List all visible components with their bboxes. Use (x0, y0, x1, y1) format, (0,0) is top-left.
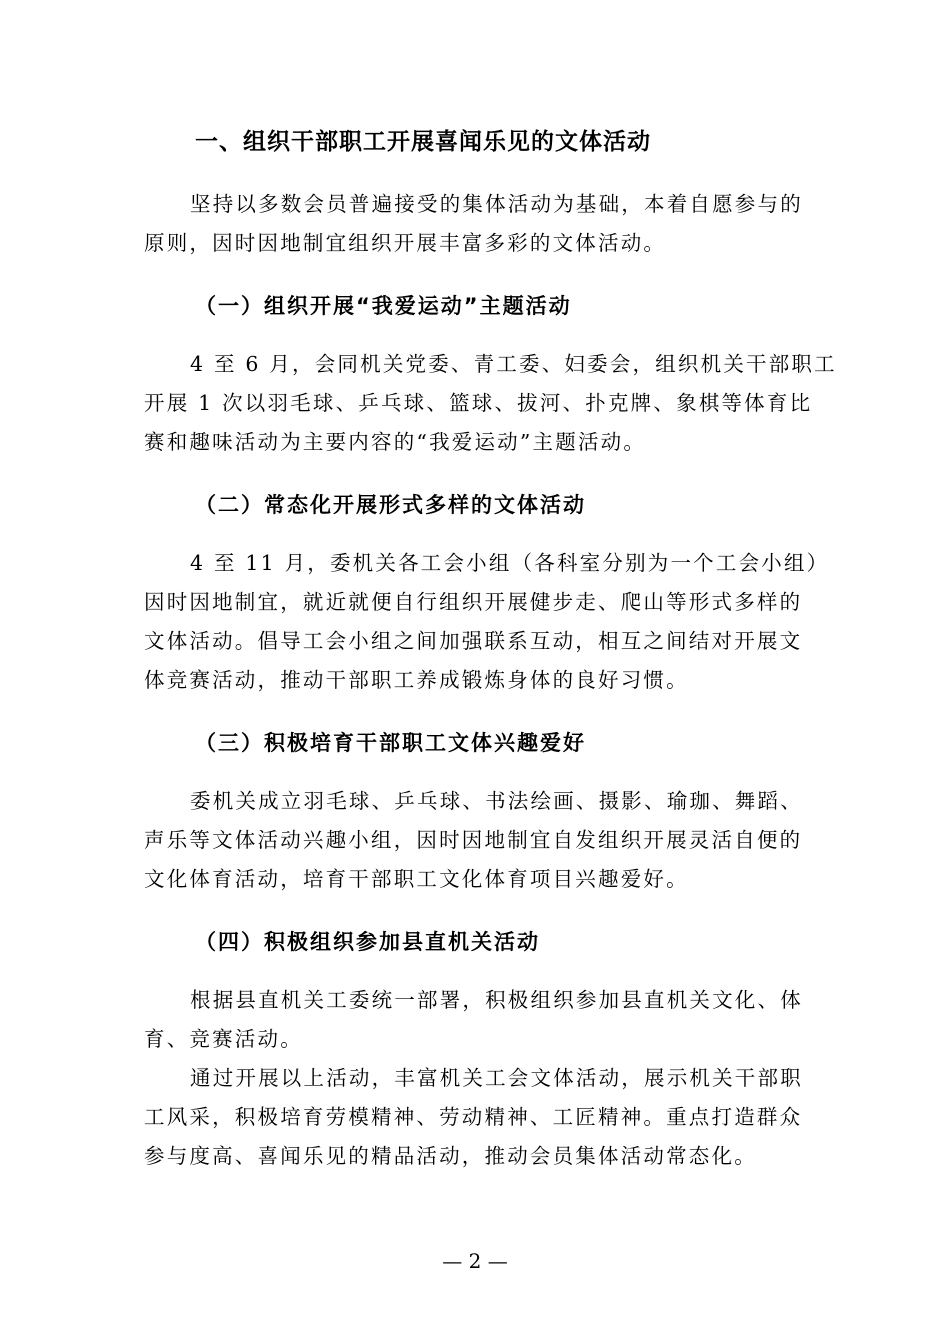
section-4-title: （四）积极组织参加县直机关活动 (195, 930, 540, 954)
page-number: — 2 — (442, 1249, 508, 1273)
intro-line-1: 坚持以多数会员普遍接受的集体活动为基础，本着自愿参与的 (190, 192, 803, 216)
section-1-line-2: 开展 1 次以羽毛球、乒乓球、篮球、拔河、扑克牌、象棋等体育比 (144, 391, 813, 415)
section-3-title: （三）积极培育干部职工文体兴趣爱好 (195, 731, 586, 755)
section-1-line-3: 赛和趣味活动为主要内容的“我爱运动”主题活动。 (144, 430, 647, 454)
intro-line-2: 原则，因时因地制宜组织开展丰富多彩的文体活动。 (144, 231, 667, 255)
section-4-line-2: 育、竞赛活动。 (144, 1027, 303, 1051)
closing-line-1: 通过开展以上活动，丰富机关工会文体活动，展示机关干部职 (190, 1066, 803, 1090)
section-2-line-4: 体竞赛活动，推动干部职工养成锻炼身体的良好习惯。 (144, 668, 689, 692)
section-2-title: （二）常态化开展形式多样的文体活动 (195, 493, 586, 517)
section-2-line-3: 文体活动。倡导工会小组之间加强联系互动，相互之间结对开展文 (144, 629, 803, 653)
section-1-title: （一）组织开展“我爱运动”主题活动 (195, 294, 572, 318)
section-2-line-1: 4 至 11 月，委机关各工会小组（各科室分别为一个工会小组） (190, 551, 830, 575)
section-3-line-2: 声乐等文体活动兴趣小组，因时因地制宜自发组织开展灵活自便的 (144, 828, 803, 852)
closing-line-3: 参与度高、喜闻乐见的精品活动，推动会员集体活动常态化。 (144, 1144, 757, 1168)
section-4-line-1: 根据县直机关工委统一部署，积极组织参加县直机关文化、体 (190, 988, 803, 1012)
main-heading: 一、组织干部职工开展喜闻乐见的文体活动 (195, 129, 651, 155)
section-3-line-1: 委机关成立羽毛球、乒乓球、书法绘画、摄影、瑜珈、舞蹈、 (190, 789, 803, 813)
section-3-line-3: 文化体育活动，培育干部职工文化体育项目兴趣爱好。 (144, 867, 689, 891)
section-1-line-1: 4 至 6 月，会同机关党委、青工委、妇委会，组织机关干部职工 (190, 352, 837, 376)
section-2-line-2: 因时因地制宜，就近就便自行组织开展健步走、爬山等形式多样的 (144, 590, 803, 614)
closing-line-2: 工风采，积极培育劳模精神、劳动精神、工匠精神。重点打造群众 (144, 1105, 803, 1129)
